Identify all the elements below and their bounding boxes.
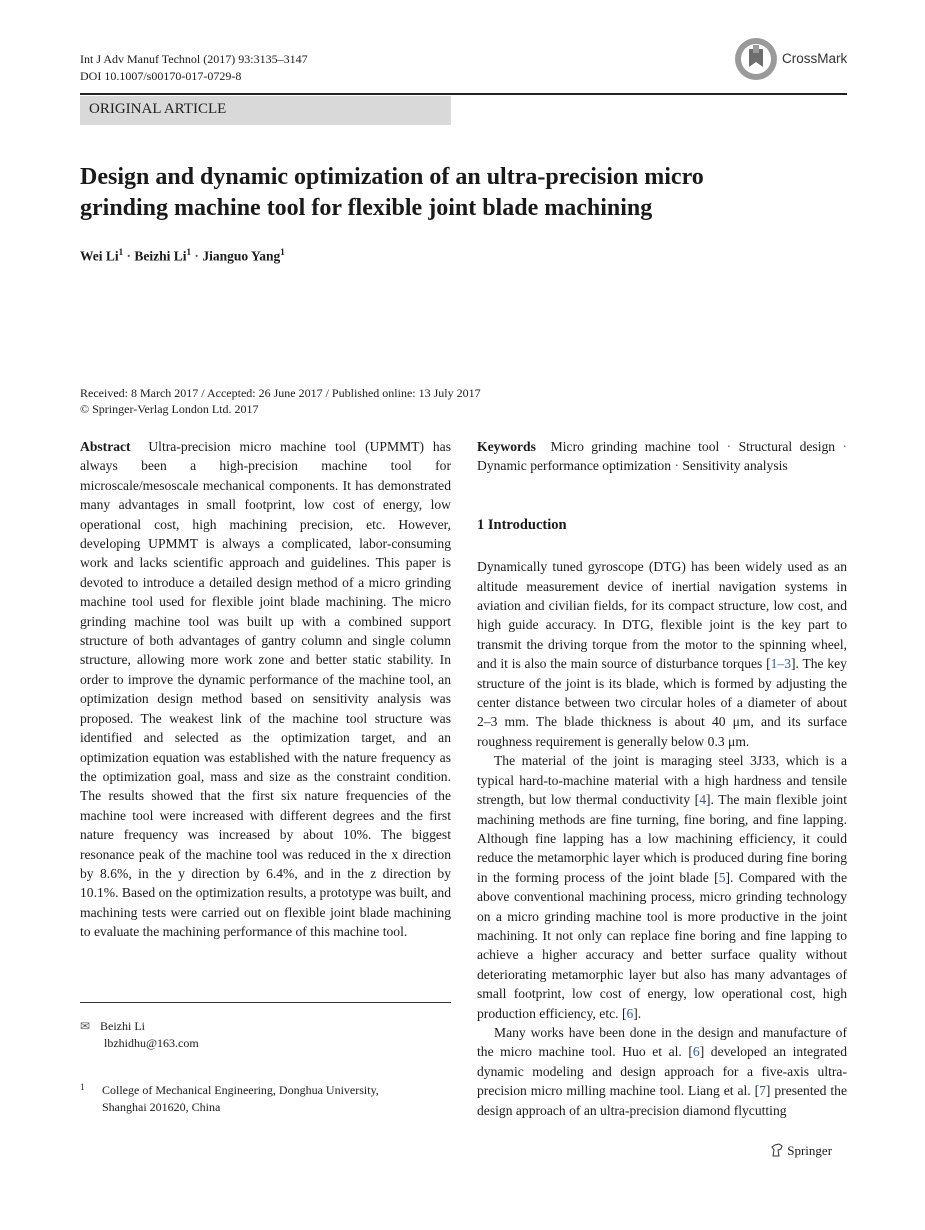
paragraph-text: ]. The key structure of the joint is its blade, which is formed by adjusting the center distance between two circular holes of a diameter of about 2–3 mm. The blade thickness is about 40 μm, and its surface roughness requirement is generally below 0.3 μm. (477, 656, 847, 749)
paragraph-text: The material of the joint is maraging steel 3J33, which is a typical hard-to-machine material with a high hardness and tensile strength, but low thermal conductivity [ (477, 753, 847, 808)
history-dates: Received: 8 March 2017 / Accepted: 26 June 2017 / Published online: 13 July 2017 (80, 386, 481, 400)
citation-link[interactable]: 6 (626, 1005, 634, 1021)
section-heading-introduction: 1 Introduction (477, 516, 567, 533)
keyword: Micro grinding machine tool (550, 439, 720, 454)
author-name[interactable]: Jianguo Yang (202, 248, 281, 264)
paragraph-text: Many works have been done in the design and manufacture of the micro machine tool. Huo et al. [ (477, 1024, 847, 1060)
header-rule (80, 93, 847, 95)
corresponding-email[interactable]: lbzhidhu@163.com (104, 1036, 199, 1050)
corresponding-author (80, 1018, 199, 1052)
citation-link[interactable]: 7 (759, 1083, 766, 1099)
intro-paragraph-1 (477, 557, 847, 751)
citation-link[interactable]: 4 (699, 792, 706, 808)
citation-link[interactable]: 5 (718, 869, 726, 885)
author-separator: · (123, 248, 135, 264)
crossmark-label: CrossMark (782, 51, 848, 66)
publisher-mark (770, 1143, 832, 1159)
affiliation-line-2: Shanghai 201620, China (102, 1100, 221, 1114)
envelope-icon: ✉ (80, 1019, 91, 1033)
affiliation-line-1: College of Mechanical Engineering, Donghua University, (102, 1083, 379, 1097)
journal-info (80, 51, 308, 85)
keyword-separator: · (671, 458, 683, 474)
abstract-label: Abstract (80, 439, 131, 454)
title-line-1: Design and dynamic optimization of an ultra-precision micro (80, 164, 704, 190)
citation-link[interactable]: 1–3 (770, 656, 791, 672)
author-affiliation-mark: 1 (280, 247, 285, 257)
article-title (80, 162, 840, 224)
abstract-text: Ultra-precision micro machine tool (UPMMT) has always been a high-precision machine tool for microscale/mesoscale mechanical components. It has demonstrated many advantages in small footprint, low cost of energy, low operational cost, high machining precision, etc. However, developing UPMMT is always a complicated, labor-consuming work and lacks scientific approach and guidelines. This paper is devoted to introduce a detailed design method of a micro grinding machine tool used for flexible joint blade machining. The micro grinding machine tool was built up with a combined support structure of both advantages of gantry column and single column structure, allowing more work zone and better static stability. In order to improve the dynamic performance of the machine tool, an optimization design method based on sensitivity analysis was proposed. The weakest link of the machine tool structure was identified and selected as the optimization target, and an optimization equation was established with the nature frequency as the optimization goal, mass and size as the constraint condition. The results showed that the first six nature frequencies of the machine tool were increased with different degrees and the first nature frequency was increased by about 10%. The biggest resonance peak of the machine tool was reduced in the x direction by 8.6%, in the y direction by 6.4%, and in the z direction by 10.1%. Based on the optimization results, a prototype was built, and machining tests were carried out on flexible joint blade machining to evaluate the machining performance of this machine tool. (80, 439, 451, 940)
intro-paragraph-3 (477, 1023, 847, 1120)
author-affiliation-mark: 1 (118, 247, 124, 257)
footnote-rule (80, 1002, 451, 1003)
keyword: Structural design (738, 439, 836, 454)
author-list (80, 247, 285, 265)
keywords-label: Keywords (477, 439, 536, 454)
paragraph-text: ] developed an integrated dynamic modeling and design approach for a five-axis ultra-precision micro milling machine tool. Liang et al. [ (477, 1044, 848, 1099)
paragraph-text: Dynamically tuned gyroscope (DTG) has been widely used as an altitude measurement device of inertial navigation systems in aviation and civilian fields, for its compact structure, low cost, and high guide accuracy. In DTG, flexible joint is the key part to transmit the driving torque from the motor to the spinning wheel, and it is also the main source of disturbance torques [ (477, 559, 847, 672)
keyword-separator: · (719, 439, 739, 454)
publisher-name: Springer (787, 1143, 833, 1158)
affiliation (80, 1082, 451, 1116)
crossmark-badge[interactable] (734, 37, 852, 83)
copyright: © Springer-Verlag London Ltd. 2017 (80, 402, 259, 416)
keyword: Sensitivity analysis (682, 458, 788, 474)
doi[interactable]: DOI 10.1007/s00170-017-0729-8 (80, 69, 242, 83)
crossmark-icon (734, 37, 778, 81)
abstract (80, 437, 451, 942)
paragraph-text: ]. Compared with the above conventional machining process, micro grinding technology on a micro grinding machine tool is more productive in the joint machining. It not only can replace fine boring and fine lapping to achieve a higher accuracy and better surface quality without deteriorating metamorphic layer but also has many advantages of small footprint, low cost of energy, low operational cost, high production efficiency, etc. [ (477, 869, 847, 1021)
author-affiliation-mark: 1 (186, 247, 192, 257)
keyword: Dynamic performance optimization (477, 458, 672, 474)
keyword-separator: · (835, 439, 847, 454)
article-type: ORIGINAL ARTICLE (80, 96, 451, 125)
corresponding-name: Beizhi Li (100, 1019, 145, 1033)
journal-citation: Int J Adv Manuf Technol (2017) 93:3135–3147 (80, 52, 308, 66)
paragraph-text: ]. The main flexible joint machining methods are fine turning, fine boring, and fine lapping. Although fine lapping has a low machining efficiency, it could reduce the metamorphic layer which is produced during fine boring in the forming process of the joint blade [ (477, 792, 848, 885)
paragraph-text: ] presented the design approach of an ultra-precision diamond flycutting (477, 1083, 847, 1118)
title-line-2: grinding machine tool for flexible joint blade machining (80, 195, 653, 221)
springer-horse-icon (770, 1143, 784, 1157)
abstract-column (80, 437, 451, 942)
keywords (477, 437, 847, 476)
author-separator: · (191, 248, 203, 264)
author-name[interactable]: Wei Li (80, 248, 119, 264)
author-name[interactable]: Beizhi Li (134, 248, 187, 264)
citation-link[interactable]: 6 (692, 1044, 700, 1060)
publication-dates (80, 385, 481, 417)
paragraph-text: ]. (633, 1005, 642, 1021)
intro-column (477, 437, 847, 1120)
intro-paragraph-2 (477, 751, 847, 1023)
affiliation-number: 1 (80, 1082, 85, 1092)
